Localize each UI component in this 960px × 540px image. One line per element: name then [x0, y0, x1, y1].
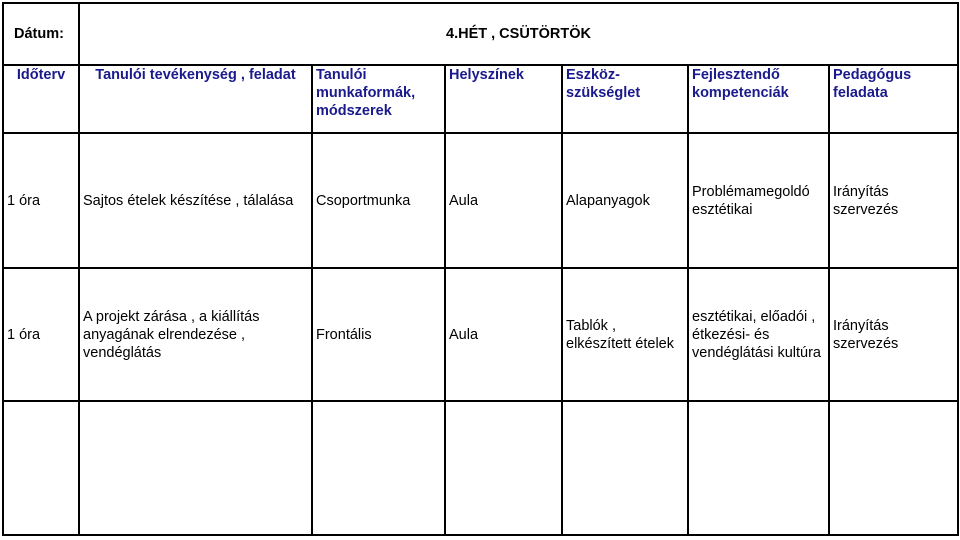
day-title: 4.HÉT , CSÜTÖRTÖK: [79, 3, 958, 65]
col-header-tools: Eszköz-szükséglet: [562, 65, 688, 133]
col-header-teacher: Pedagógus feladata: [829, 65, 958, 133]
empty-cell: [829, 401, 958, 535]
empty-cell: [79, 401, 312, 535]
col-header-activity: Tanulói tevékenység , feladat: [79, 65, 312, 133]
empty-cell: [312, 401, 445, 535]
col-header-location: Helyszínek: [445, 65, 562, 133]
empty-cell: [445, 401, 562, 535]
date-label: Dátum:: [3, 3, 79, 65]
competencies-cell: esztétikai, előadói , étkezési- és vendéglátási kultúra: [688, 268, 829, 401]
empty-cell: [688, 401, 829, 535]
col-header-time: Időterv: [3, 65, 79, 133]
table-row: [3, 268, 958, 401]
empty-cell: [3, 401, 79, 535]
activity-cell: Sajtos ételek készítése , tálalása: [79, 133, 312, 268]
empty-cell: [562, 401, 688, 535]
location-cell: Aula: [445, 268, 562, 401]
method-cell: Csoportmunka: [312, 133, 445, 268]
lesson-plan-table: [2, 2, 959, 536]
header-row: [3, 65, 958, 133]
empty-row: [3, 401, 958, 535]
col-header-method: Tanulói munkaformák, módszerek: [312, 65, 445, 133]
date-row: [3, 3, 958, 65]
time-cell: 1 óra: [3, 268, 79, 401]
table-row: [3, 133, 958, 268]
tools-cell: Tablók , elkészített ételek: [562, 268, 688, 401]
teacher-cell: Irányítás szervezés: [829, 133, 958, 268]
competencies-cell: Problémamegoldó esztétikai: [688, 133, 829, 268]
col-header-competencies: Fejlesztendő kompetenciák: [688, 65, 829, 133]
tools-cell: Alapanyagok: [562, 133, 688, 268]
method-cell: Frontális: [312, 268, 445, 401]
location-cell: Aula: [445, 133, 562, 268]
teacher-cell: Irányítás szervezés: [829, 268, 958, 401]
activity-cell: A projekt zárása , a kiállítás anyagának elrendezése , vendéglátás: [79, 268, 312, 401]
time-cell: 1 óra: [3, 133, 79, 268]
